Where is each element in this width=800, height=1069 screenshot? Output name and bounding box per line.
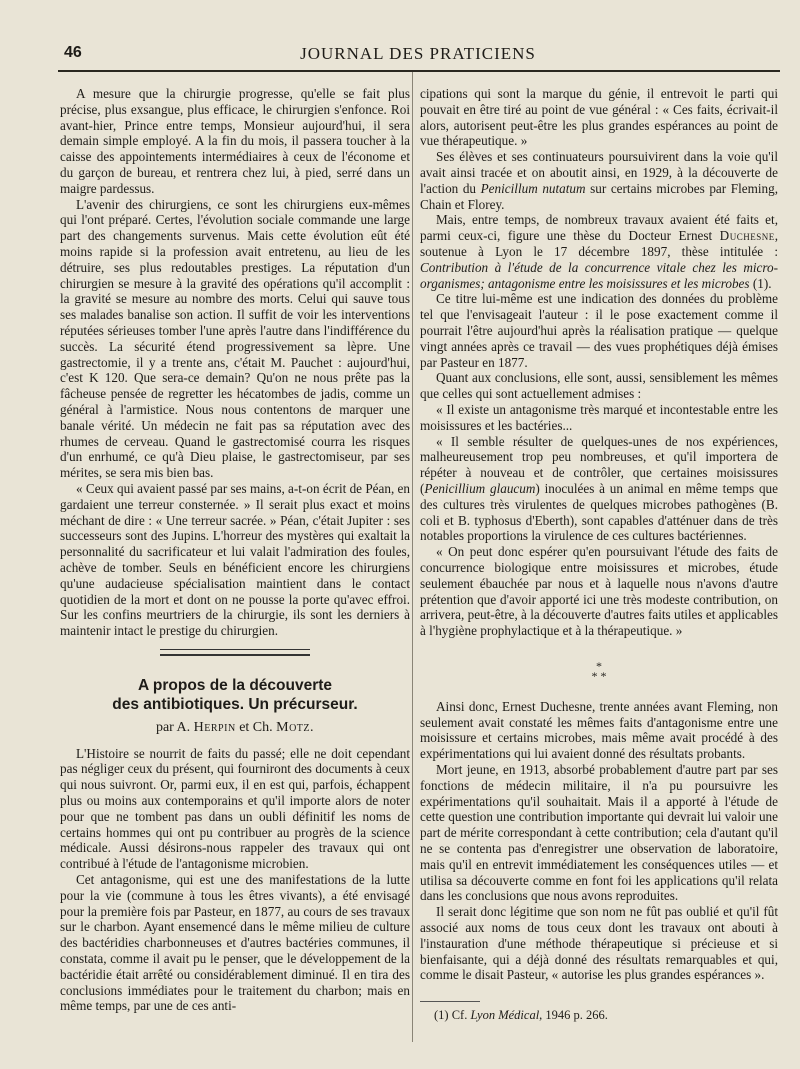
text: , soutenue à Lyon le 17 décembre 1897, thèse intitulée : xyxy=(420,228,778,259)
stars: * * xyxy=(591,668,607,683)
article-title-line: des antibiotiques. Un précurseur. xyxy=(112,695,358,713)
quote: « Il existe un antagonisme très marqué et incontestable entre les moisissures et les bactéries... xyxy=(420,401,778,433)
paragraph: Ce titre lui-même est une indication des données du problème tel que l'envisageait l'auteur : il le pose exactement comme il pourrait l'être aujourd'hui après la réalisation pratique — quelque vingt années après ce travail — des vues prophétiques déjà émises par Pasteur en 1877. xyxy=(420,291,778,370)
text: (1) Cf. xyxy=(434,1008,468,1023)
species-name: Penicillum nutatum xyxy=(480,180,586,196)
footnote-rule xyxy=(420,1001,480,1002)
page-header xyxy=(58,40,778,70)
section-divider xyxy=(160,649,310,656)
author-name: Duchesne xyxy=(719,228,775,244)
byline-par: par A. xyxy=(155,719,191,735)
article-title xyxy=(60,676,410,714)
journal-title: JOURNAL DES PRATICIENS xyxy=(300,44,536,63)
quote: « On peut donc espérer qu'en poursuivant l'étude des faits de concurrence biologique entre moisissures et microbes, étude seulement ébauchée par nous et à laquelle nous n'avons d'autre prétention que d'avoir apporté ici une très modeste contribution, on arrivera, peut-être, à la découverte d'autres faits utiles et applicables à l'hygiène prophylactique et à la thérapeutique. » xyxy=(420,544,778,639)
footnote xyxy=(434,1008,778,1024)
byline-and: et Ch. xyxy=(239,719,273,735)
quote xyxy=(420,434,778,545)
species-name: Penicillium glaucum xyxy=(424,480,536,496)
column-rule xyxy=(412,72,413,1042)
article-title-line: A propos de la découverte xyxy=(137,676,333,694)
paragraph: « Ceux qui avaient passé par ses mains, a-t-on écrit de Péan, en gardaient une terreur consternée. » Il serait plus exact et moins méchant de dire : « Une terreur sacrée. » Péan, c'était Jupiter : ses successeurs sont des Jupins. L'horreur des mystères qui exaltait la personnalité du sacrificateur et lui valait l'admiration des foules, achève de tomber. Seuls en bénéficient encore les chirurgiens qu'une audacieuse spécialisation maintient dans le contact quotidien de la mort et dont on ne pousse la porte qu'avec effroi. Sur les confins meurtriers de la chirurgie, ils sont les derniers à maintenir intact le prestige du chirurgien. xyxy=(60,480,410,639)
paragraph: Ses élèves et ses continuateurs poursuivirent dans la voie qu'il avait ainsi tracée et on aboutit ainsi, en 1929, à la découverte de l'action du Penicillum nutatum sur certains microbes par Fleming, Chain et Florey. xyxy=(420,149,778,212)
text: « Il semble résulter de quelques-unes de nos expériences, malheureusement trop peu nombreuses, et qu'il importera de répéter à nouveau et de contrôler, que certaines moisissures ( xyxy=(420,433,778,496)
paragraph: A mesure que la chirurgie progresse, qu'elle se fait plus précise, plus exsangue, plus efficace, le chirurgien s'enfonce. Roi avant-hier, Prince entre temps, Monsieur aujourd'hui, il sera demain simple employé. A la fin du mois, il passera toucher à la caisse des appointements intermédiaires à ceux de l'économe et du garçon de bureau, et rentrera chez lui, à pied, serré dans un maigre pardessus. xyxy=(60,86,410,196)
text: ) inoculées à un animal en même temps que des cultures très virulentes de quelques microbes pathogènes (B. coli et B. typhosus d'Eberth), sont capables d'atténuer dans de très notables proportions la virulence de ces cultures bactériennes. xyxy=(420,480,778,544)
paragraph: L'avenir des chirurgiens, ce sont les chirurgiens eux-mêmes qui l'ont préparé. Certes, l'évolution sociale commande une large part des changements survenus. Mais cette évolution eût été moins rapide si la profession avait entretenu, au lieu de les détruire, ses plus redoutables prestiges. La réputation d'un chirurgien se mesure à la gravité des opérations qu'il accomplit : la gravité se mesure au nombre des morts. Celui qui sauve tous ses malades banalise son action. Il suffit de voir les interventions réputées sérieuses tomber l'une après l'autre dans l'indifférence du succès. La sécurité étend progressivement sa lèpre. Une gastrectomie, il y a trente ans, c'était M. Pauchet : aujourd'hui, c'est K 120. Que sera-ce demain? Qu'on ne nous prête pas la fâcheuse pensée de regretter les hécatombes de jadis, comme un général à l'armistice. Nous nous contentons de marquer une banale vérité. Un médecin ne fait pas sa réputation avec des rhumes de cerveau. Quand le gastrectomisé courra les risques d'un enrhumé, ce qu'à Dieu plaise, le gastrectomiseur, par ses mérites, se sera mis bien bas. xyxy=(60,196,410,481)
author-name: Herpin xyxy=(193,719,236,735)
header-rule xyxy=(58,70,780,72)
thesis-title: Contribution à l'étude de la concurrence vitale chez les micro-organismes; antagonisme entre les moisissures et les microbes xyxy=(420,259,778,291)
journal-name: Lyon Médical xyxy=(470,1008,540,1023)
paragraph: Cet antagonisme, qui est une des manifestations de la lutte pour la vie (commune à tous les êtres vivants), a été envisagé pour la première fois par Pasteur, en 1877, au cours de ses travaux sur le charbon. Ayant ensemencé dans le même milieu de culture des bactéridies charbonneuses et d'autres bactéries communes, il constata, comme il avait pu le penser, que le développement de la bactéridie était arrêté ou considérablement diminué. Il en tira des conclusions immédiates pour le traitement du charbon; mais en même temps, par une de ces anti- xyxy=(60,872,410,1014)
paragraph xyxy=(420,212,778,291)
text: , 1946 p. 266. xyxy=(539,1008,608,1023)
paragraph: Ainsi donc, Ernest Duchesne, trente années avant Fleming, non seulement avait constaté les mêmes faits d'antagonisme entre une moisissure et certains microbes, mais même avait procédé à des expérimentations qui lui avaient donné des résultats probants. xyxy=(420,698,778,762)
paragraph: Quant aux conclusions, elle sont, aussi, sensiblement les mêmes que celles qui sont actuellement admises : xyxy=(420,370,778,402)
text: Mais, entre temps, de nombreux travaux avaient été faits et, parmi ceux-ci, figure une thèse du Docteur Ernest xyxy=(420,212,778,244)
paragraph: cipations qui sont la marque du génie, il entrevoit le parti qui pouvait en être tiré au point de vue général : « Ces faits, écrivait-il alors, autorisent peut-être les plus grandes espérances au point de vue thérapeutique. » xyxy=(420,86,778,149)
footnote-ref: (1). xyxy=(749,275,772,291)
star: * xyxy=(596,658,602,673)
byline xyxy=(60,720,410,736)
right-column xyxy=(420,86,778,1024)
paragraph: Il serait donc légitime que son nom ne fût pas oublié et qu'il fût associé aux noms de tous ceux dont les travaux ont abouti à l'instauration d'une méthode thérapeutique si précieuse et si bienfaisante, qui a déjà donné des résultats remarquables et qui, comme le disait Pasteur, « autorise les plus grandes espérances ». xyxy=(420,904,778,983)
section-break xyxy=(420,658,778,683)
author-name: Motz. xyxy=(276,719,315,735)
paragraph: Mort jeune, en 1913, absorbé probablement d'autre part par ses fonctions de médecin militaire, il n'a pu poursuivre les expérimentations qu'il souhaitait. Mais il a apporté à l'étude de cette question une contribution importante qui devrait lui valoir une part de mérite correspondant à cette contribution; cela d'autant qu'il ne se contenta pas d'enregistrer une observation de laboratoire, mais qu'il en entrevit immédiatement les conséquences utiles — et utilisa sa découverte comme en font foi les applications qu'il relata dans les conclusions que nous avons reproduites. xyxy=(420,762,778,904)
paragraph: L'Histoire se nourrit de faits du passé; elle ne doit cependant pas négliger ceux du présent, qui fourniront des documents à ceux qui nous suivront. Or, parmi eux, il en est qui, parfois, échappent plus ou moins aux contemporains et qu'il importe alors de noter pour que ne tombent pas dans un oubli définitif les noms de certains hommes qui ont pu contribuer au progrès de la science médicale. Aussi désirons-nous rappeler des travaux qui ont contribué à l'étude de l'antagonisme microbien. xyxy=(60,745,410,872)
page-number: 46 xyxy=(64,44,82,61)
left-column xyxy=(60,86,410,1014)
